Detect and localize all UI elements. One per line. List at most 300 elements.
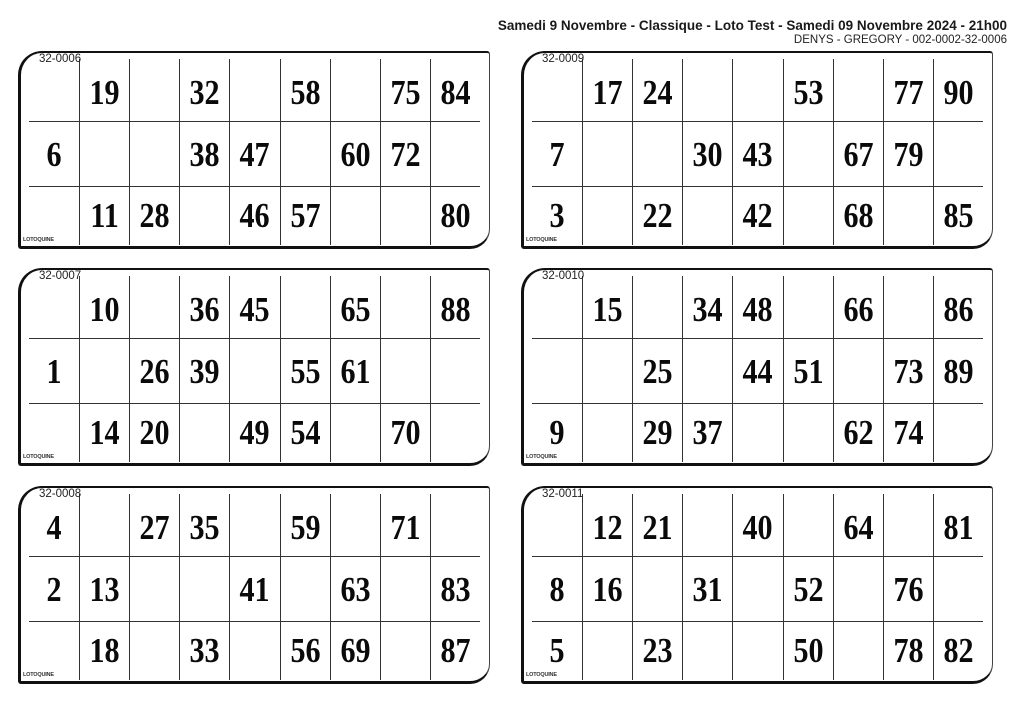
card-number: 79 <box>893 135 924 174</box>
card-number: 64 <box>843 508 874 547</box>
card-number: 11 <box>90 196 119 235</box>
card-cell <box>933 494 983 556</box>
card-cell <box>179 121 229 186</box>
card-cell <box>682 59 732 121</box>
card-number <box>587 622 629 680</box>
card-id: 32-0009 <box>542 53 585 65</box>
brand-label: LOTOQUINE <box>526 237 557 243</box>
card-cell <box>330 338 380 403</box>
card-cell <box>833 186 883 245</box>
card-cell <box>883 403 933 462</box>
card-number <box>536 276 579 338</box>
card-cell <box>933 338 983 403</box>
card-cell <box>783 121 833 186</box>
card-number: 68 <box>843 196 874 235</box>
card-cell <box>732 338 782 403</box>
loto-card <box>521 268 993 466</box>
card-cell <box>933 59 983 121</box>
card-number <box>887 187 929 245</box>
card-number: 29 <box>642 413 673 452</box>
brand-label: LOTOQUINE <box>526 454 557 460</box>
loto-card <box>521 51 993 249</box>
card-cell <box>883 338 933 403</box>
card-cell <box>783 494 833 556</box>
card-cell <box>129 621 179 680</box>
card-number <box>84 494 126 556</box>
header-subtitle: DENYS - GREGORY - 002-0002-32-0006 <box>793 34 1007 46</box>
card-cell <box>883 494 933 556</box>
card-cell <box>632 276 682 338</box>
card-cell <box>129 494 179 556</box>
card-number: 9 <box>549 413 565 452</box>
card-cell <box>380 276 430 338</box>
card-number <box>284 276 326 338</box>
card-number: 46 <box>239 196 271 235</box>
card-number <box>134 276 176 338</box>
card-number <box>687 494 729 556</box>
card-cell <box>632 494 682 556</box>
card-cell <box>783 403 833 462</box>
card-number <box>234 622 276 680</box>
card-number <box>184 404 226 462</box>
card-cell <box>380 403 430 462</box>
card-number <box>937 557 979 621</box>
card-cell <box>682 494 732 556</box>
card-number: 16 <box>592 570 623 609</box>
card-number <box>637 557 679 621</box>
card-number: 7 <box>549 135 565 174</box>
card-number: 1 <box>46 352 62 391</box>
card-cell <box>179 403 229 462</box>
card-number: 23 <box>642 631 673 670</box>
card-number: 54 <box>290 413 321 452</box>
card-number: 28 <box>139 196 170 235</box>
card-number: 63 <box>340 570 371 609</box>
card-number: 30 <box>692 135 723 174</box>
card-cell <box>229 403 279 462</box>
card-number <box>887 276 929 338</box>
card-cell <box>380 556 430 621</box>
card-cell <box>632 403 682 462</box>
card-number: 87 <box>440 631 471 670</box>
card-number: 2 <box>46 570 62 609</box>
card-number <box>787 404 829 462</box>
card-cell <box>933 556 983 621</box>
card-number: 13 <box>89 570 120 609</box>
card-number: 58 <box>290 73 321 112</box>
card-cell <box>129 403 179 462</box>
card-number <box>837 59 879 121</box>
card-number <box>134 557 176 621</box>
card-cell <box>430 621 480 680</box>
card-number <box>84 122 126 186</box>
card-cell <box>79 403 129 462</box>
card-cell <box>280 338 330 403</box>
card-number <box>787 494 829 556</box>
card-cell <box>883 556 933 621</box>
card-cell <box>783 621 833 680</box>
card-number: 38 <box>189 135 220 174</box>
card-cell <box>129 186 179 245</box>
card-cell <box>682 338 732 403</box>
card-number <box>687 339 729 403</box>
card-cell <box>732 186 782 245</box>
card-number: 45 <box>239 290 271 329</box>
card-number: 80 <box>440 196 471 235</box>
card-cell <box>732 621 782 680</box>
card-number <box>687 59 729 121</box>
card-cell <box>229 276 279 338</box>
card-number: 41 <box>239 570 271 609</box>
card-number <box>687 622 729 680</box>
card-number <box>134 622 176 680</box>
card-cell <box>430 59 480 121</box>
card-number: 67 <box>843 135 874 174</box>
card-cell <box>933 621 983 680</box>
card-cell <box>179 59 229 121</box>
card-number <box>284 557 326 621</box>
card-cell <box>29 276 79 338</box>
card-cell <box>682 121 732 186</box>
card-number <box>134 59 176 121</box>
card-cell <box>179 621 229 680</box>
card-number: 69 <box>340 631 371 670</box>
card-cell <box>430 403 480 462</box>
card-cell <box>229 621 279 680</box>
card-cell <box>280 59 330 121</box>
card-number: 35 <box>189 508 220 547</box>
card-number: 52 <box>793 570 824 609</box>
card-cell <box>833 403 883 462</box>
card-cell <box>732 556 782 621</box>
card-number <box>334 59 376 121</box>
card-number <box>434 404 476 462</box>
card-number <box>334 404 376 462</box>
card-number: 18 <box>89 631 120 670</box>
card-cell <box>430 186 480 245</box>
card-number <box>434 339 476 403</box>
card-cell <box>582 403 632 462</box>
card-number: 84 <box>440 73 471 112</box>
card-number <box>587 122 629 186</box>
card-id: 32-0007 <box>39 270 82 282</box>
card-cell <box>632 121 682 186</box>
card-cell <box>783 276 833 338</box>
card-cell <box>732 403 782 462</box>
card-cell <box>883 186 933 245</box>
card-cell <box>79 494 129 556</box>
brand-label: LOTOQUINE <box>526 672 557 678</box>
card-number <box>637 122 679 186</box>
card-cell <box>430 276 480 338</box>
card-number: 21 <box>642 508 673 547</box>
card-cell <box>229 494 279 556</box>
card-number <box>384 276 426 338</box>
card-cell <box>632 59 682 121</box>
card-number <box>384 187 426 245</box>
card-number: 90 <box>943 73 974 112</box>
card-number: 36 <box>189 290 220 329</box>
card-number: 26 <box>139 352 170 391</box>
card-number: 4 <box>46 508 62 547</box>
card-number <box>434 494 476 556</box>
card-cell <box>229 556 279 621</box>
card-cell <box>582 121 632 186</box>
card-cell <box>933 121 983 186</box>
card-cell <box>682 186 732 245</box>
card-id: 32-0006 <box>39 53 82 65</box>
card-number: 83 <box>440 570 471 609</box>
card-cell <box>682 621 732 680</box>
card-cell <box>732 121 782 186</box>
card-cell <box>29 556 79 621</box>
card-cell <box>430 121 480 186</box>
card-cell <box>532 59 582 121</box>
card-cell <box>833 338 883 403</box>
loto-card <box>18 51 490 249</box>
card-number <box>787 187 829 245</box>
card-number: 34 <box>692 290 723 329</box>
card-number: 76 <box>893 570 924 609</box>
card-number: 89 <box>943 352 974 391</box>
card-cell <box>380 494 430 556</box>
card-cell <box>833 494 883 556</box>
card-number <box>384 339 426 403</box>
card-cell <box>79 276 129 338</box>
card-cell <box>79 59 129 121</box>
card-cell <box>682 276 732 338</box>
card-cell <box>430 338 480 403</box>
card-number: 24 <box>642 73 673 112</box>
card-number <box>737 622 779 680</box>
card-number: 61 <box>340 352 371 391</box>
card-number: 6 <box>46 135 62 174</box>
card-cell <box>330 621 380 680</box>
card-number: 72 <box>390 135 421 174</box>
card-number: 82 <box>943 631 974 670</box>
card-cell <box>29 338 79 403</box>
card-number: 31 <box>692 570 723 609</box>
card-cell <box>129 338 179 403</box>
card-cell <box>933 276 983 338</box>
card-cell <box>380 338 430 403</box>
card-number: 32 <box>189 73 220 112</box>
card-number <box>587 404 629 462</box>
header-title: Samedi 9 Novembre - Classique - Loto Test - Samedi 09 Novembre 2024 - 21h00 <box>497 18 1007 33</box>
card-cell <box>430 494 480 556</box>
card-cell <box>532 556 582 621</box>
card-cell <box>883 276 933 338</box>
card-number <box>234 59 276 121</box>
card-cell <box>933 186 983 245</box>
brand-label: LOTOQUINE <box>23 672 54 678</box>
card-number <box>234 339 276 403</box>
card-cell <box>129 59 179 121</box>
card-cell <box>280 121 330 186</box>
card-cell <box>833 59 883 121</box>
card-cell <box>883 621 933 680</box>
card-number: 22 <box>642 196 673 235</box>
card-number: 8 <box>549 570 565 609</box>
card-number: 47 <box>239 135 271 174</box>
card-number <box>937 404 979 462</box>
card-id: 32-0008 <box>39 488 82 500</box>
card-cell <box>79 621 129 680</box>
card-grid <box>29 276 480 462</box>
card-cell <box>129 276 179 338</box>
loto-card <box>18 268 490 466</box>
card-grid <box>532 494 983 680</box>
card-number <box>334 494 376 556</box>
card-cell <box>732 276 782 338</box>
card-number: 81 <box>943 508 974 547</box>
card-cell <box>229 186 279 245</box>
card-id: 32-0010 <box>542 270 585 282</box>
card-cell <box>179 186 229 245</box>
card-number: 75 <box>390 73 421 112</box>
card-number <box>737 59 779 121</box>
card-cell <box>833 621 883 680</box>
card-cell <box>582 621 632 680</box>
card-cell <box>330 121 380 186</box>
card-cell <box>280 403 330 462</box>
card-cell <box>79 121 129 186</box>
card-number <box>334 187 376 245</box>
card-cell <box>532 121 582 186</box>
card-number <box>787 122 829 186</box>
card-cell <box>632 621 682 680</box>
card-cell <box>129 121 179 186</box>
card-number <box>384 557 426 621</box>
card-cell <box>380 121 430 186</box>
card-number: 78 <box>893 631 924 670</box>
card-number: 10 <box>89 290 120 329</box>
card-number <box>837 339 879 403</box>
card-number: 56 <box>290 631 321 670</box>
card-cell <box>179 556 229 621</box>
card-number <box>837 622 879 680</box>
card-cell <box>682 556 732 621</box>
card-number: 14 <box>89 413 120 452</box>
card-cell <box>79 338 129 403</box>
card-number: 59 <box>290 508 321 547</box>
card-cell <box>280 556 330 621</box>
card-cell <box>330 59 380 121</box>
card-cell <box>632 556 682 621</box>
card-number <box>637 276 679 338</box>
card-cell <box>582 276 632 338</box>
card-number: 53 <box>793 73 824 112</box>
card-number: 57 <box>290 196 321 235</box>
card-number: 12 <box>592 508 623 547</box>
card-number: 86 <box>943 290 974 329</box>
card-cell <box>732 494 782 556</box>
card-number <box>687 187 729 245</box>
card-cell <box>380 621 430 680</box>
card-number: 73 <box>893 352 924 391</box>
card-grid <box>532 276 983 462</box>
card-number: 66 <box>843 290 874 329</box>
card-cell <box>280 621 330 680</box>
card-number: 40 <box>742 508 774 547</box>
card-number <box>284 122 326 186</box>
card-number: 33 <box>189 631 220 670</box>
card-cell <box>582 556 632 621</box>
card-number: 27 <box>139 508 170 547</box>
card-grid <box>29 494 480 680</box>
card-number <box>587 339 629 403</box>
card-cell <box>582 59 632 121</box>
card-number: 43 <box>742 135 774 174</box>
card-cell <box>229 121 279 186</box>
card-cell <box>179 494 229 556</box>
card-number: 71 <box>390 508 421 547</box>
card-cell <box>833 556 883 621</box>
card-cell <box>79 186 129 245</box>
card-cell <box>532 338 582 403</box>
card-cell <box>380 59 430 121</box>
card-cell <box>833 121 883 186</box>
card-number: 62 <box>843 413 874 452</box>
card-cell <box>883 121 933 186</box>
card-number <box>33 276 76 338</box>
brand-label: LOTOQUINE <box>23 454 54 460</box>
card-number <box>184 557 226 621</box>
card-cell <box>29 59 79 121</box>
card-number <box>184 187 226 245</box>
card-number <box>787 276 829 338</box>
card-number: 17 <box>592 73 623 112</box>
card-cell <box>532 276 582 338</box>
card-cell <box>582 186 632 245</box>
card-cell <box>532 494 582 556</box>
card-number: 5 <box>549 631 565 670</box>
card-cell <box>29 121 79 186</box>
card-grid <box>29 59 480 245</box>
card-cell <box>430 556 480 621</box>
card-number <box>737 404 779 462</box>
card-number: 77 <box>893 73 924 112</box>
card-cell <box>883 59 933 121</box>
card-cell <box>280 186 330 245</box>
card-cell <box>783 59 833 121</box>
card-number: 50 <box>793 631 824 670</box>
card-cell <box>632 338 682 403</box>
card-number: 74 <box>893 413 924 452</box>
card-number <box>887 494 929 556</box>
card-cell <box>330 556 380 621</box>
card-number <box>937 122 979 186</box>
card-cell <box>330 276 380 338</box>
card-number: 25 <box>642 352 673 391</box>
card-number: 51 <box>793 352 824 391</box>
card-number: 44 <box>742 352 774 391</box>
card-cell <box>632 186 682 245</box>
card-cell <box>682 403 732 462</box>
card-cell <box>582 338 632 403</box>
card-cell <box>280 276 330 338</box>
card-cell <box>29 494 79 556</box>
card-number: 19 <box>89 73 120 112</box>
card-number: 20 <box>139 413 170 452</box>
loto-card <box>521 486 993 684</box>
card-cell <box>783 186 833 245</box>
card-number: 88 <box>440 290 471 329</box>
card-number: 70 <box>390 413 421 452</box>
card-number: 37 <box>692 413 723 452</box>
card-cell <box>179 338 229 403</box>
card-number <box>84 339 126 403</box>
